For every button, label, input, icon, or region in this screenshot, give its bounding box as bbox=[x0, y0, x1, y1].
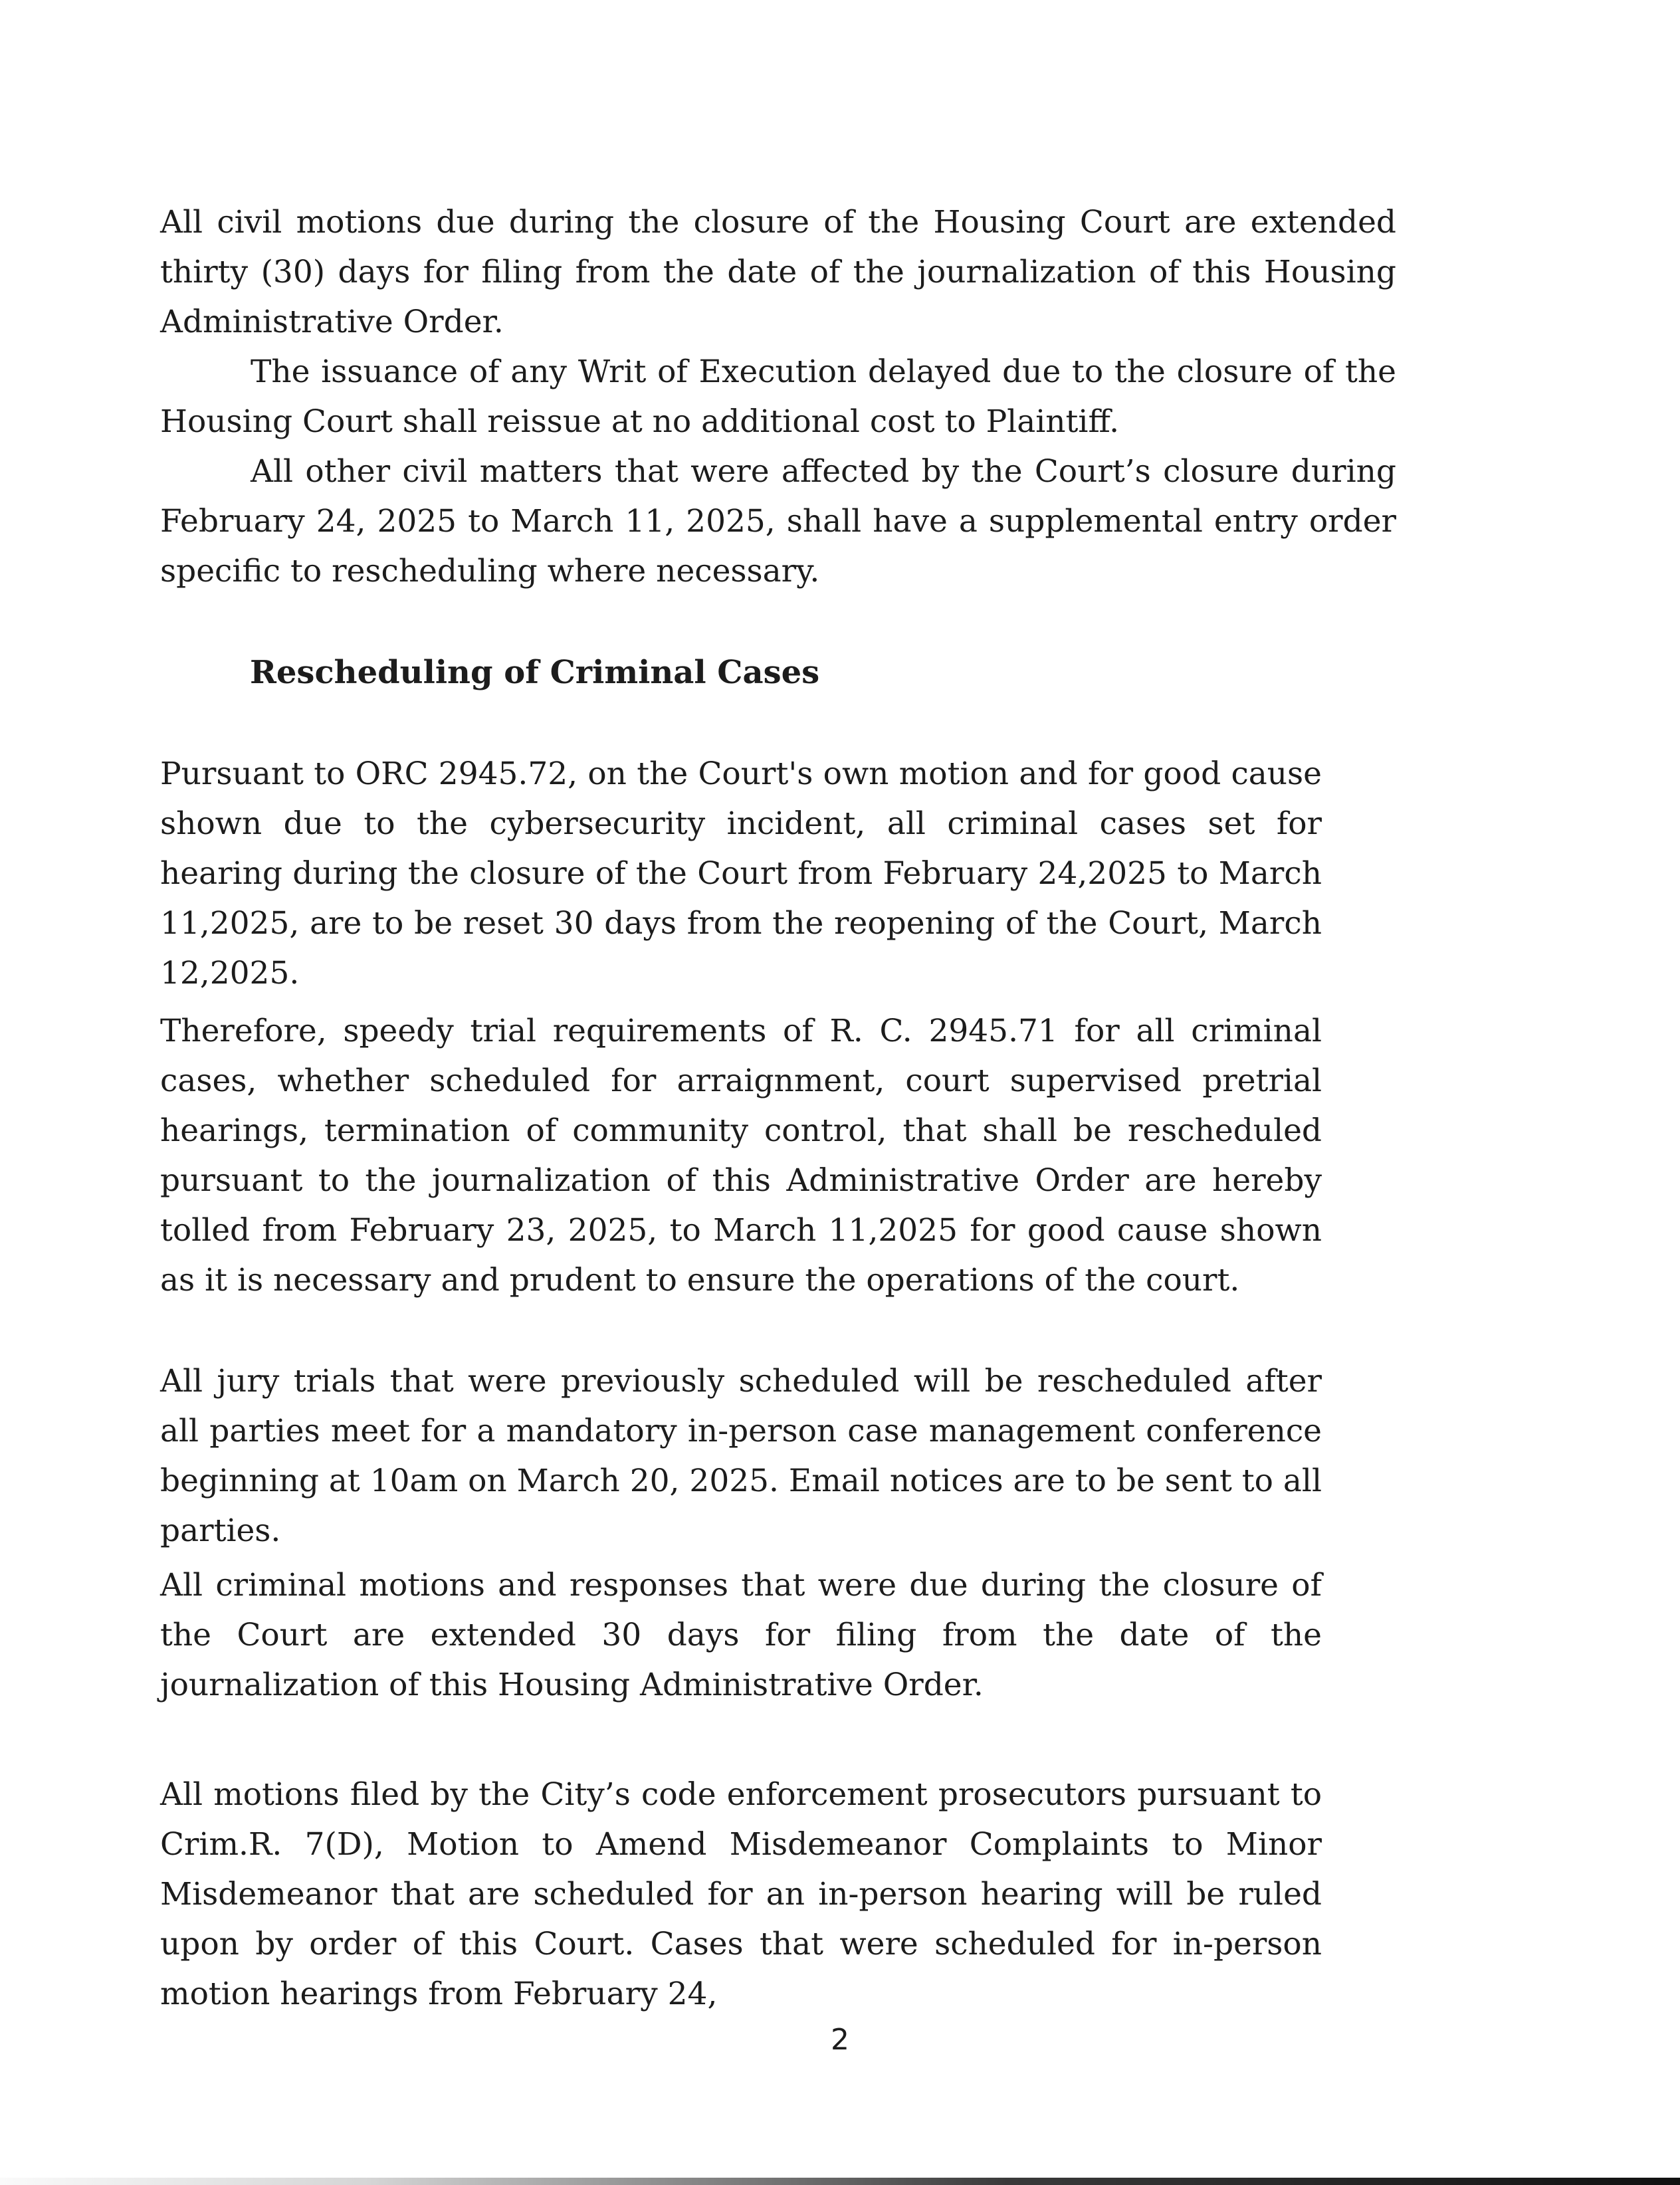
jury-trials-paragraph: All jury trials that were previously scheduled will be rescheduled after all parties meet for a mandatory in-person case management conference beginning at 10am on March 20, 2025. Email notices are to be sent to all parties. bbox=[160, 1363, 1322, 1549]
page-number: 2 bbox=[831, 2023, 849, 2057]
criminal-paragraph-1-block bbox=[160, 749, 1322, 998]
scan-edge-shadow bbox=[0, 2178, 1680, 2185]
criminal-paragraph-2-block bbox=[160, 1006, 1322, 1305]
section-heading: Rescheduling of Criminal Cases bbox=[250, 654, 820, 691]
civil-motions-paragraph: All civil motions due during the closure of the Housing Court are extended thirty (30) days for filing from the date of the journalization of this Housing Administrative Order. bbox=[160, 204, 1396, 340]
criminal-paragraph-3-block bbox=[160, 1356, 1322, 1556]
other-civil-matters-paragraph: All other civil matters that were affected by the Court’s closure during February 24, 2025 to March 11, 2025, shall have a supplemental entry order specific to rescheduling where necessary. bbox=[160, 453, 1396, 589]
civil-section bbox=[160, 197, 1396, 596]
code-enforcement-motions-paragraph: All motions filed by the City’s code enforcement prosecutors pursuant to Crim.R. 7(D), Motion to Amend Misdemeanor Complaints to Minor Misdemeanor that are scheduled for an in-person hearing will be ruled upon by order of this Court. Cases that were scheduled for in-person motion hearings from February 24, bbox=[160, 1776, 1322, 2012]
criminal-motions-paragraph: All criminal motions and responses that were due during the closure of the Court are extended 30 days for filing from the date of the journalization of this Housing Administrative Order. bbox=[160, 1567, 1322, 1703]
criminal-paragraph-5-block bbox=[160, 1770, 1322, 2019]
criminal-paragraph-4-block bbox=[160, 1560, 1322, 1710]
writ-of-execution-paragraph: The issuance of any Writ of Execution delayed due to the closure of the Housing Court shall reissue at no additional cost to Plaintiff. bbox=[160, 354, 1396, 440]
speedy-trial-paragraph: Therefore, speedy trial requirements of R. C. 2945.71 for all criminal cases, whether scheduled for arraignment, court supervised pretrial hearings, termination of community control, that shall be rescheduled pursuant to the journalization of this Administrative Order are hereby tolled from February 23, 2025, to March 11,2025 for good cause shown as it is necessary and prudent to ensure the operations of the court. bbox=[160, 1013, 1322, 1299]
orc-2945-72-paragraph: Pursuant to ORC 2945.72, on the Court's own motion and for good cause shown due to the cybersecurity incident, all criminal cases set for hearing during the closure of the Court from February 24,2025 to March 11,2025, are to be reset 30 days from the reopening of the Court, March 12,2025. bbox=[160, 756, 1322, 991]
